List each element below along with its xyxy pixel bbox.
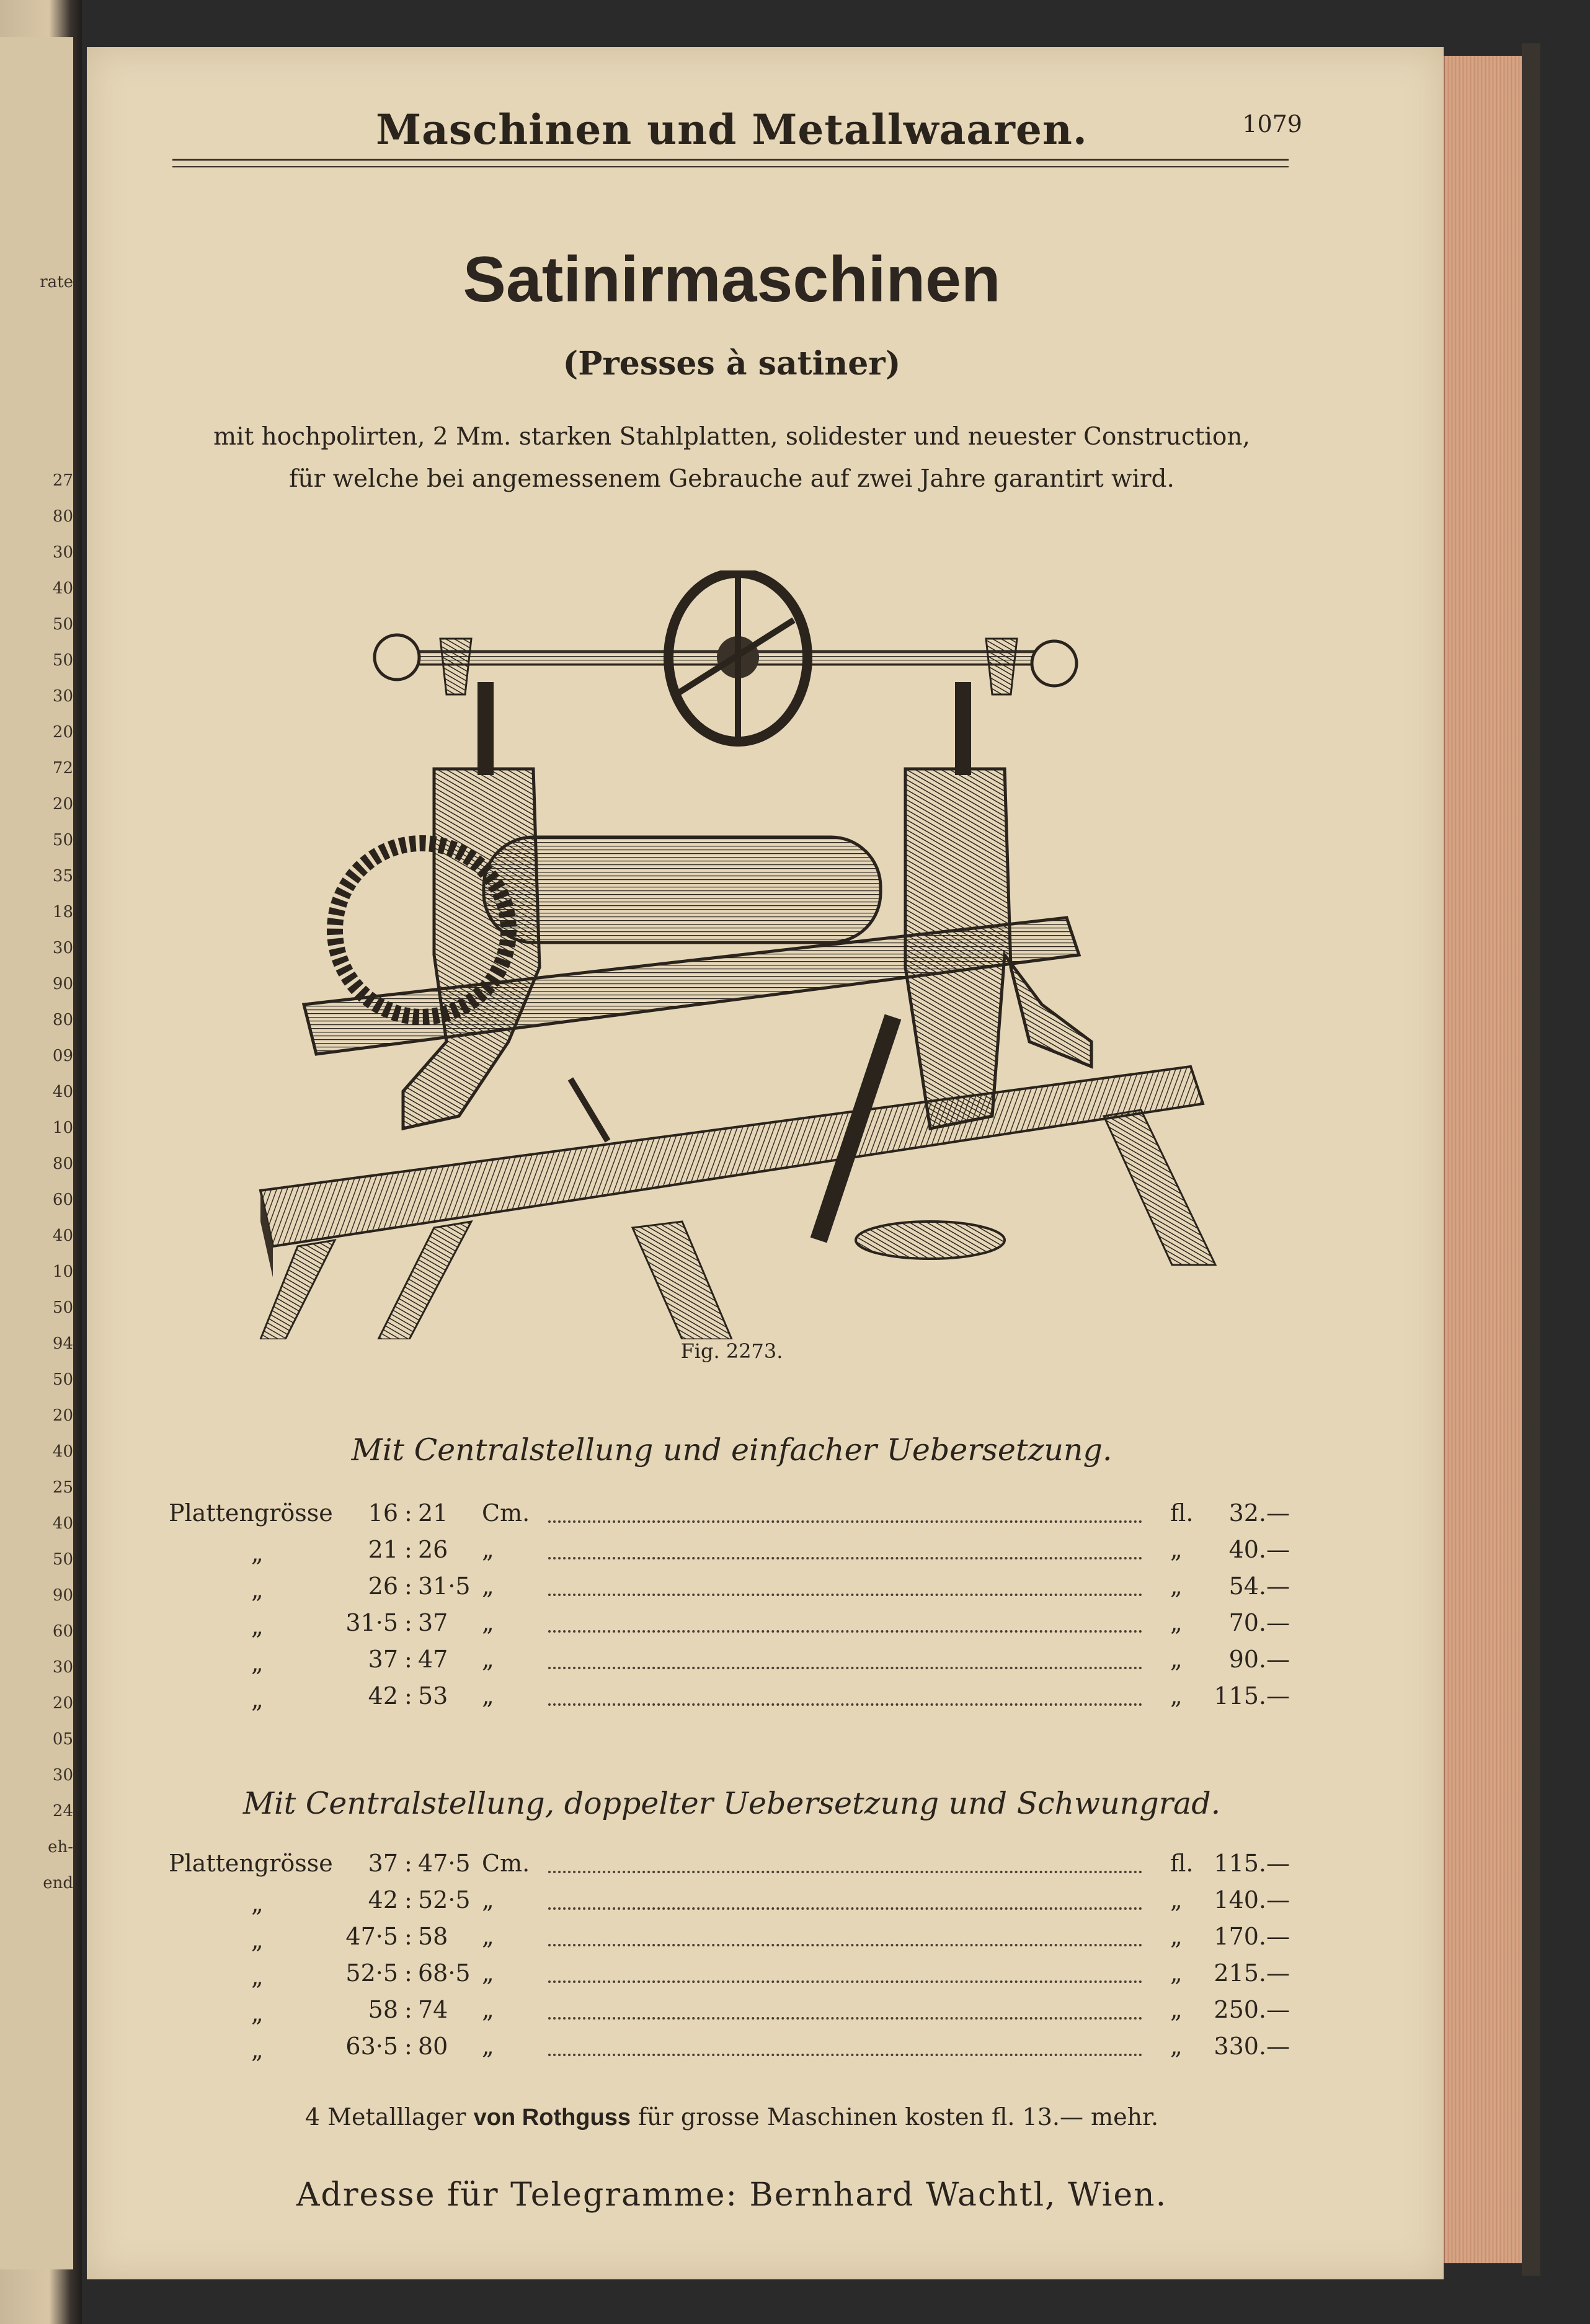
price: 90.— bbox=[1228, 1646, 1290, 1673]
left-page-fragment: 90 bbox=[52, 975, 73, 993]
dim-1: 58 bbox=[368, 1996, 398, 2023]
currency: „ bbox=[1170, 1923, 1183, 1950]
currency: „ bbox=[1170, 1536, 1183, 1563]
dim-1: 52·5 bbox=[345, 1959, 398, 1987]
dot-leader bbox=[548, 1980, 1142, 1983]
unit: „ bbox=[482, 1923, 494, 1950]
dot-leader bbox=[548, 1667, 1142, 1669]
price: 54.— bbox=[1228, 1572, 1290, 1600]
dim-2: 80 bbox=[418, 2033, 448, 2060]
left-page-fragment: 05 bbox=[52, 1730, 73, 1749]
dim-2: 26 bbox=[418, 1536, 448, 1563]
note-after: für grosse Maschinen kosten fl. 13.— mehr. bbox=[638, 2103, 1159, 2131]
left-page-fragment: 72 bbox=[52, 759, 73, 778]
left-page-fragment: 80 bbox=[52, 507, 73, 526]
unit: Cm. bbox=[482, 1499, 530, 1527]
left-page-fragment: 35 bbox=[52, 867, 73, 885]
unit: „ bbox=[482, 2033, 494, 2060]
page-title: Satinirmaschinen bbox=[463, 244, 1001, 316]
left-page-fragment: 94 bbox=[52, 1334, 73, 1353]
book-cover-right bbox=[1522, 43, 1540, 2276]
dim-separator: : bbox=[404, 2033, 412, 2060]
price-row bbox=[169, 1923, 1290, 1960]
dim-separator: : bbox=[404, 1850, 412, 1877]
left-page-fragment: 40 bbox=[52, 1514, 73, 1533]
price: 250.— bbox=[1214, 1996, 1290, 2023]
dim-separator: : bbox=[404, 1536, 412, 1563]
price-row bbox=[169, 1572, 1290, 1610]
price-row bbox=[169, 1886, 1290, 1923]
dim-separator: : bbox=[404, 1959, 412, 1987]
dot-leader bbox=[548, 1520, 1142, 1523]
dim-separator: : bbox=[404, 1996, 412, 2023]
dim-1: 16 bbox=[368, 1499, 398, 1527]
dim-2: 53 bbox=[418, 1682, 448, 1710]
row-ditto: „ bbox=[251, 1927, 264, 1954]
page-fore-edge bbox=[1444, 56, 1523, 2263]
left-page-fragment: 90 bbox=[52, 1586, 73, 1605]
currency: fl. bbox=[1170, 1499, 1194, 1527]
left-page-fragment: 40 bbox=[52, 1226, 73, 1245]
dim-separator: : bbox=[404, 1682, 412, 1710]
dim-separator: : bbox=[404, 1646, 412, 1673]
price: 40.— bbox=[1228, 1536, 1290, 1563]
dim-2: 68·5 bbox=[418, 1959, 471, 1987]
dot-leader bbox=[548, 1594, 1142, 1596]
currency: „ bbox=[1170, 1572, 1183, 1600]
left-page-fragment: 30 bbox=[52, 543, 73, 562]
row-ditto: „ bbox=[251, 1649, 264, 1677]
left-page-fragment: 40 bbox=[52, 1442, 73, 1461]
note bbox=[174, 2103, 1290, 2131]
price: 140.— bbox=[1214, 1886, 1290, 1914]
price: 170.— bbox=[1214, 1923, 1290, 1950]
left-page-fragment: 50 bbox=[52, 615, 73, 634]
dot-leader bbox=[548, 1907, 1142, 1910]
dim-separator: : bbox=[404, 1572, 412, 1600]
left-page-fragment: 50 bbox=[52, 651, 73, 670]
dim-separator: : bbox=[404, 1609, 412, 1636]
currency: „ bbox=[1170, 2033, 1183, 2060]
dim-1: 37 bbox=[368, 1646, 398, 1673]
dim-1: 42 bbox=[368, 1682, 398, 1710]
row-ditto: „ bbox=[251, 2036, 264, 2064]
left-page-fragment: 18 bbox=[52, 903, 73, 921]
note-before: 4 Metalllager bbox=[304, 2103, 466, 2131]
currency: „ bbox=[1170, 1996, 1183, 2023]
dim-2: 47·5 bbox=[418, 1850, 471, 1877]
row-ditto: „ bbox=[251, 1540, 264, 1567]
page-subtitle: (Presses à satiner) bbox=[562, 345, 901, 383]
row-ditto: „ bbox=[251, 1613, 264, 1640]
price: 330.— bbox=[1214, 2033, 1290, 2060]
unit: „ bbox=[482, 1609, 494, 1636]
left-page-fragment: end bbox=[43, 1874, 73, 1892]
left-page-fragment: 40 bbox=[52, 579, 73, 598]
dot-leader bbox=[548, 2017, 1142, 2020]
left-page-fragment: 50 bbox=[52, 1298, 73, 1317]
left-page-fragment: 80 bbox=[52, 1011, 73, 1029]
price-row bbox=[169, 1850, 1290, 1887]
price-row bbox=[169, 1996, 1290, 2033]
unit: „ bbox=[482, 1682, 494, 1710]
dim-1: 31·5 bbox=[345, 1609, 398, 1636]
dim-1: 37 bbox=[368, 1850, 398, 1877]
dot-leader bbox=[548, 1630, 1142, 1633]
price: 115.— bbox=[1214, 1682, 1290, 1710]
price-row bbox=[169, 1536, 1290, 1573]
dim-2: 47 bbox=[418, 1646, 448, 1673]
description-line-2: für welche bei angemessenem Gebrauche auf zwei Jahre garantirt wird. bbox=[289, 465, 1175, 493]
left-page-fragment: 50 bbox=[52, 831, 73, 849]
left-page-fragment: 10 bbox=[52, 1262, 73, 1281]
row-ditto: „ bbox=[251, 1576, 264, 1603]
unit: „ bbox=[482, 1536, 494, 1563]
left-page-fragment: 30 bbox=[52, 1766, 73, 1785]
currency: „ bbox=[1170, 1886, 1183, 1914]
currency: „ bbox=[1170, 1682, 1183, 1710]
dim-separator: : bbox=[404, 1923, 412, 1950]
left-page-fragment: 20 bbox=[52, 795, 73, 814]
price: 32.— bbox=[1228, 1499, 1290, 1527]
currency: „ bbox=[1170, 1959, 1183, 1987]
page-number: 1079 bbox=[1242, 110, 1302, 138]
row-label: Plattengrösse bbox=[169, 1499, 333, 1527]
left-page-fragment: 27 bbox=[52, 471, 73, 490]
price-row bbox=[169, 1959, 1290, 1997]
left-page-fragment: 60 bbox=[52, 1622, 73, 1641]
dim-2: 52·5 bbox=[418, 1886, 471, 1914]
dim-separator: : bbox=[404, 1886, 412, 1914]
dim-2: 58 bbox=[418, 1923, 448, 1950]
running-head: Maschinen und Metallwaaren. bbox=[376, 105, 1088, 154]
dim-2: 21 bbox=[418, 1499, 448, 1527]
price: 215.— bbox=[1214, 1959, 1290, 1987]
dim-2: 74 bbox=[418, 1996, 448, 2023]
left-page-fragment: 40 bbox=[52, 1083, 73, 1101]
left-page-edge bbox=[0, 37, 73, 2269]
unit: „ bbox=[482, 1646, 494, 1673]
figure-caption: Fig. 2273. bbox=[680, 1339, 783, 1363]
dim-2: 31·5 bbox=[418, 1572, 471, 1600]
dot-leader bbox=[548, 2054, 1142, 2056]
dim-1: 26 bbox=[368, 1572, 398, 1600]
note-strong: von Rothguss bbox=[473, 2104, 631, 2131]
satinir-press-engraving-icon bbox=[248, 570, 1228, 1339]
left-page-fragment: rate bbox=[40, 273, 73, 291]
left-page-fragment: 50 bbox=[52, 1550, 73, 1569]
dim-1: 21 bbox=[368, 1536, 398, 1563]
row-ditto: „ bbox=[251, 1686, 264, 1713]
left-page-fragment: 30 bbox=[52, 939, 73, 957]
left-page-fragment: eh- bbox=[48, 1838, 73, 1856]
left-page-fragment: 24 bbox=[52, 1802, 73, 1821]
row-ditto: „ bbox=[251, 1890, 264, 1917]
left-page-fragment: 20 bbox=[52, 1694, 73, 1713]
unit: „ bbox=[482, 1996, 494, 2023]
unit: „ bbox=[482, 1959, 494, 1987]
telegram-address: Adresse für Telegramme: Bernhard Wachtl, Wien. bbox=[296, 2176, 1168, 2214]
price-row bbox=[169, 1499, 1290, 1537]
dim-1: 42 bbox=[368, 1886, 398, 1914]
price-row bbox=[169, 2033, 1290, 2070]
dot-leader bbox=[548, 1871, 1142, 1873]
left-page-fragment: 20 bbox=[52, 1406, 73, 1425]
left-page-fragment: 30 bbox=[52, 1658, 73, 1677]
left-page-fragment: 60 bbox=[52, 1191, 73, 1209]
unit: „ bbox=[482, 1572, 494, 1600]
left-page-fragment: 30 bbox=[52, 687, 73, 706]
description-line-1: mit hochpolirten, 2 Mm. starken Stahlplatten, solidester und neuester Construction, bbox=[213, 423, 1250, 451]
row-label: Plattengrösse bbox=[169, 1850, 333, 1877]
price: 115.— bbox=[1214, 1850, 1290, 1877]
price-row bbox=[169, 1682, 1290, 1719]
left-page-fragment: 80 bbox=[52, 1155, 73, 1173]
dim-1: 47·5 bbox=[345, 1923, 398, 1950]
currency: „ bbox=[1170, 1609, 1183, 1636]
left-page-fragment: 25 bbox=[52, 1478, 73, 1497]
left-page-fragment: 10 bbox=[52, 1119, 73, 1137]
header-rule bbox=[172, 159, 1289, 161]
currency: fl. bbox=[1170, 1850, 1194, 1877]
dim-2: 37 bbox=[418, 1609, 448, 1636]
unit: „ bbox=[482, 1886, 494, 1914]
dot-leader bbox=[548, 1703, 1142, 1706]
dot-leader bbox=[548, 1944, 1142, 1946]
currency: „ bbox=[1170, 1646, 1183, 1673]
price: 70.— bbox=[1228, 1609, 1290, 1636]
section-2-heading: Mit Centralstellung, doppelter Uebersetzung und Schwungrad. bbox=[242, 1786, 1221, 1821]
price-row bbox=[169, 1646, 1290, 1683]
unit: Cm. bbox=[482, 1850, 530, 1877]
left-page-fragment: 09 bbox=[52, 1047, 73, 1065]
section-1-heading: Mit Centralstellung und einfacher Uebersetzung. bbox=[351, 1432, 1113, 1468]
price-row bbox=[169, 1609, 1290, 1646]
left-page-fragment: 20 bbox=[52, 723, 73, 742]
header-rule-thin bbox=[172, 166, 1289, 167]
left-page-fragment: 50 bbox=[52, 1370, 73, 1389]
dot-leader bbox=[548, 1557, 1142, 1559]
dim-1: 63·5 bbox=[345, 2033, 398, 2060]
row-ditto: „ bbox=[251, 1963, 264, 1990]
dim-separator: : bbox=[404, 1499, 412, 1527]
row-ditto: „ bbox=[251, 2000, 264, 2027]
